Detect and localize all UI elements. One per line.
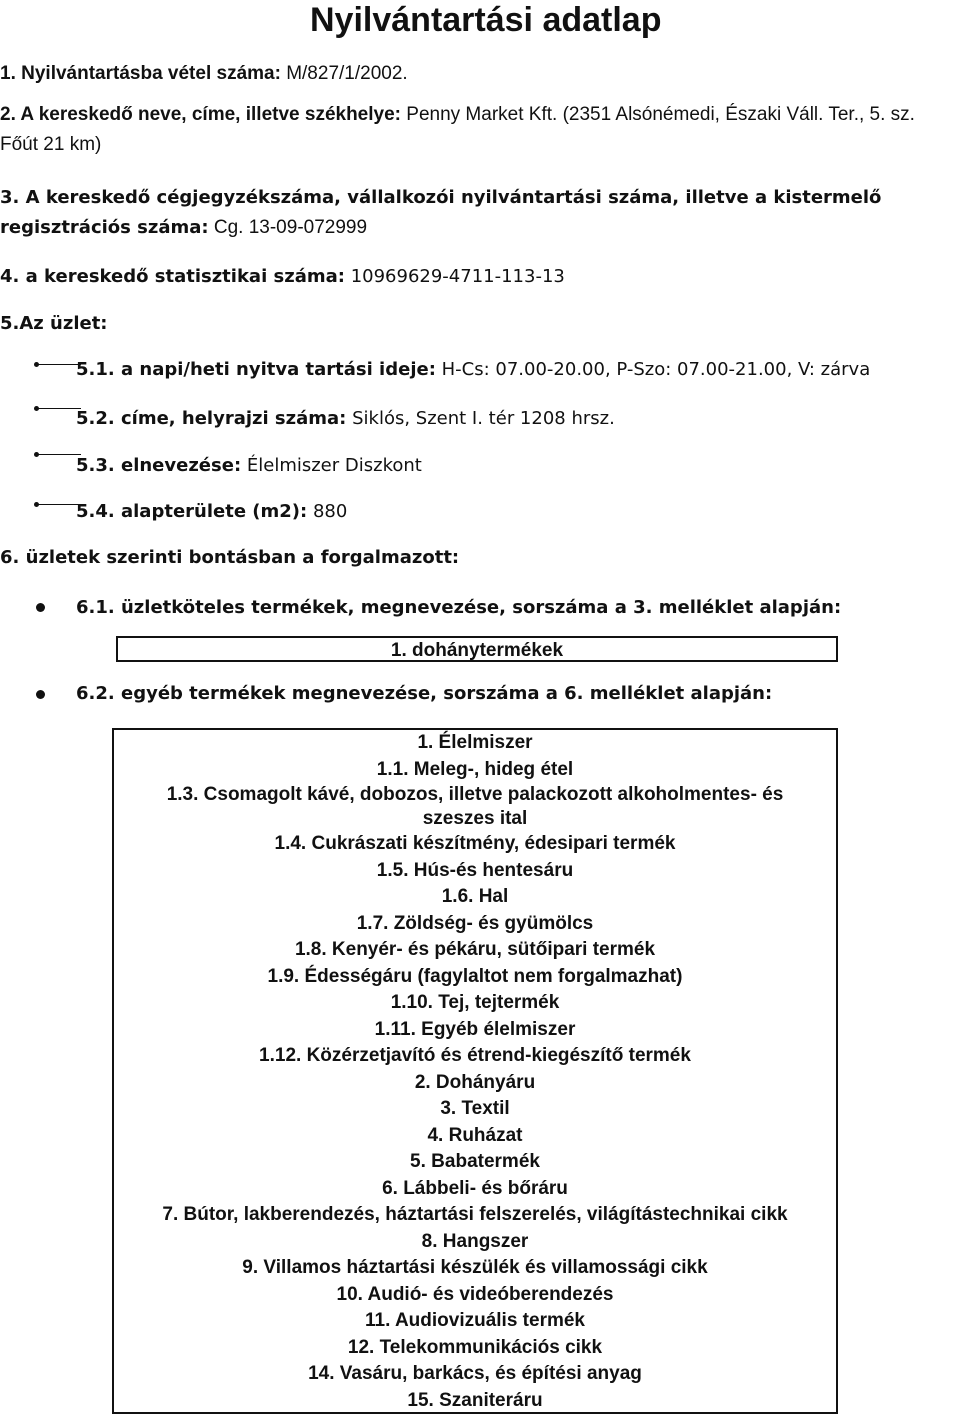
section-3-label: 3. A kereskedő cégjegyzékszáma, vállalkozói nyilvántartási száma, illetve a kistermelő regisztrációs száma:	[0, 187, 882, 238]
list-item: 2. Dohányáru	[414, 1071, 536, 1093]
list-item: 12. Telekommunikációs cikk	[347, 1336, 603, 1358]
section-3-value: Cg. 13-09-072999	[213, 217, 368, 238]
section-4-label: 4. a kereskedő statisztikai száma:	[0, 266, 345, 287]
section-6-1-label: 6.1. üzletköteles termékek, megnevezése, sorszáma a 3. melléklet alapján:	[76, 597, 842, 618]
list-item: 1.11. Egyéb élelmiszer	[374, 1018, 576, 1040]
list-item: 7. Bútor, lakberendezés, háztartási felszerelés, világítástechnikai cikk	[162, 1204, 788, 1225]
list-item: 1.7. Zöldség- és gyümölcs	[356, 912, 594, 934]
section-5-label: 5.Az üzlet:	[0, 313, 108, 334]
section-5-4-label: 5.4. alapterülete (m2):	[76, 501, 308, 522]
list-item: 14. Vasáru, barkács, és építési anyag	[308, 1363, 642, 1384]
list-item: 1.8. Kenyér- és pékáru, sütőipari termék	[294, 939, 656, 960]
list-item: 1. Élelmiszer	[417, 732, 533, 753]
section-5-2	[76, 407, 615, 431]
list-item: 1.3. Csomagolt kávé, dobozos, illetve palackozott alkoholmentes- és	[166, 784, 784, 805]
list-item: 1.6. Hal	[441, 886, 509, 907]
list-item: 1.4. Cukrászati készítmény, édesipari termék	[274, 833, 676, 854]
section-6-2-label: 6.2. egyéb termékek megnevezése, sorszáma a 6. melléklet alapján:	[76, 683, 773, 704]
list-item: 1.5. Hús-és hentesáru	[376, 859, 574, 881]
section-5-4-value: 880	[312, 501, 348, 522]
section-5-1	[76, 358, 870, 382]
section-1-label: 1. Nyilvántartásba vétel száma:	[0, 63, 281, 84]
list-item: 10. Audió- és videóberendezés	[336, 1283, 614, 1305]
section-5-3-label: 5.3. elnevezése:	[76, 455, 242, 476]
section-1-value: M/827/1/2002.	[286, 63, 408, 84]
bullet-icon	[36, 690, 45, 699]
list-item: 1.12. Közérzetjavító és étrend-kiegészítő termék	[259, 1045, 691, 1066]
section-5-4	[76, 500, 347, 524]
list-item: 8. Hangszer	[421, 1230, 529, 1252]
section-5-3-value: Élelmiszer Diszkont	[246, 455, 422, 476]
page-title: Nyilvántartási adatlap	[310, 1, 662, 39]
list-marker	[34, 502, 78, 512]
list-item: 6. Lábbeli- és bőráru	[382, 1177, 568, 1199]
list-item: 1.10. Tej, tejtermék	[390, 992, 560, 1013]
section-2	[0, 100, 955, 160]
section-4	[0, 265, 565, 289]
list-marker	[34, 362, 78, 372]
list-item: 1.9. Édességáru (fagylaltot nem forgalmazhat)	[267, 965, 683, 987]
section-2-value: Penny Market Kft. (2351 Alsónémedi, Északi Váll. Ter., 5. sz. Főút 21 km)	[0, 104, 915, 155]
list-item: 9. Villamos háztartási készülék és villamossági cikk	[242, 1257, 708, 1278]
section-5-1-value: H-Cs: 07.00-20.00, P-Szo: 07.00-21.00, V: zárva	[441, 359, 871, 380]
list-item: 4. Ruházat	[427, 1124, 523, 1146]
section-5-3	[76, 454, 422, 478]
bullet-icon	[36, 603, 45, 612]
section-3	[0, 183, 955, 243]
section-6-1-item: 1. dohánytermékek	[390, 640, 564, 661]
section-5-2-value: Siklós, Szent I. tér 1208 hrsz.	[352, 408, 615, 429]
list-marker	[34, 452, 78, 462]
section-5-1-label: 5.1. a napi/heti nyitva tartási ideje:	[76, 359, 436, 380]
section-6-2-box	[112, 728, 838, 1414]
section-1	[0, 62, 408, 86]
list-item: 1.1. Meleg-, hideg étel	[376, 758, 574, 780]
list-item: szeszes ital	[422, 808, 528, 829]
list-item: 3. Textil	[440, 1098, 510, 1119]
list-item: 15. Szaniteráru	[407, 1389, 543, 1411]
section-4-value: 10969629-4711-113-13	[350, 266, 565, 287]
section-6-1-box	[116, 636, 838, 662]
list-marker	[34, 406, 78, 416]
section-2-label: 2. A kereskedő neve, címe, illetve székhelye:	[0, 104, 401, 125]
list-item: 5. Babatermék	[410, 1151, 540, 1172]
list-item: 11. Audiovizuális termék	[365, 1310, 585, 1331]
section-5-2-label: 5.2. címe, helyrajzi száma:	[76, 408, 347, 429]
section-6-label: 6. üzletek szerinti bontásban a forgalmazott:	[0, 547, 460, 568]
